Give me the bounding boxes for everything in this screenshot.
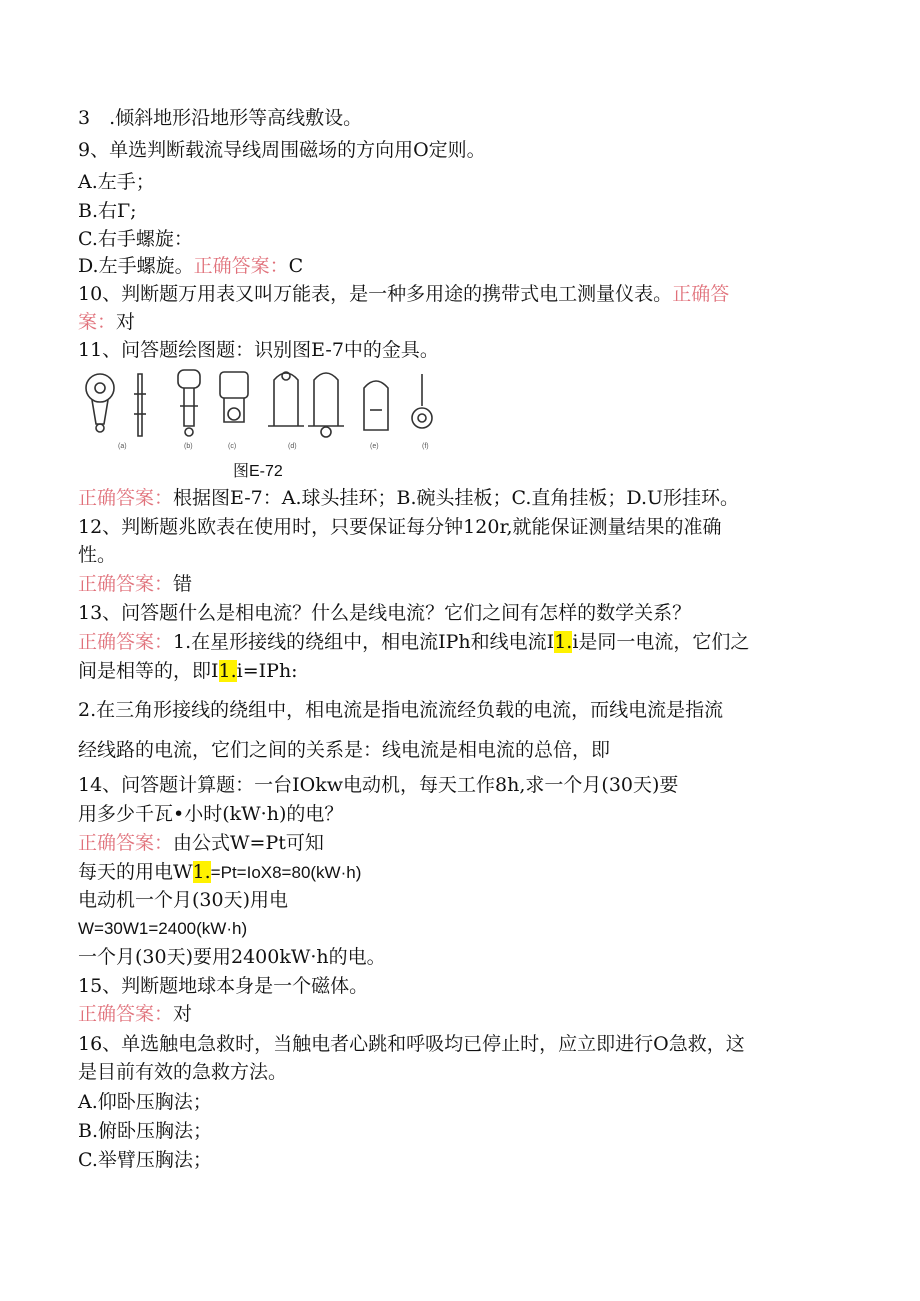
answer-text: i是同一电流，它们之: [572, 631, 750, 653]
question-9: 9、单选判断载流导线周围磁场的方向用O定则。: [78, 139, 486, 161]
highlight: 1.: [554, 631, 573, 653]
question-12-cont: 性。: [78, 544, 117, 566]
option-d-line: [78, 252, 303, 280]
question-16: 16、单选触电急救时，当触电者心跳和呼吸均已停止时，应立即进行O急救，这: [78, 1033, 745, 1055]
answer-label: 正确答案：: [78, 832, 174, 854]
answer-line: [78, 308, 135, 336]
fittings-figure: [78, 366, 448, 450]
question-11: 11、问答题绘图题：识别图E-7中的金具。: [78, 339, 439, 361]
answer-line: [78, 484, 739, 512]
fig-sub-label: (d): [288, 443, 297, 450]
answer-cont: [78, 858, 361, 886]
answer-label: 正确答案：: [78, 1003, 174, 1025]
answer-cont: 电动机一个月(30天)用电: [78, 889, 289, 911]
answer-text: 每天的用电W: [78, 861, 193, 883]
question-16-cont: 是目前有效的急救方法。: [78, 1061, 288, 1083]
answer-label: 正确答案：: [193, 255, 289, 277]
highlight: 1.: [218, 660, 237, 682]
question-12: 12、判断题兆欧表在使用时，只要保证每分钟120r,就能保证测量结果的准确: [78, 516, 722, 538]
answer-cont: 2.在三角形接线的绕组中，相电流是指电流流经负载的电流，而线电流是指流: [78, 699, 724, 721]
answer-text: 1.在星形接线的绕组中，相电流IPh和线电流I: [173, 631, 555, 653]
answer-label: 正确答案：: [78, 631, 174, 653]
answer-value: 对: [173, 1003, 193, 1025]
answer-text: =Pt=IoX8=80(kW·h): [210, 863, 362, 882]
answer-line: [78, 829, 324, 857]
question-10-text: 10、判断题万用表又叫万能表，是一种多用途的携带式电工测量仪表。: [78, 283, 673, 305]
question-14: 14、问答题计算题：一台IOkw电动机，每天工作8h,求一个月(30天)要: [78, 774, 679, 796]
answer-line: [78, 628, 749, 656]
answer-cont: W=30W1=2400(kW·h): [78, 919, 248, 938]
question-14-cont: 用多少千瓦•小时(kW·h)的电？: [78, 803, 344, 825]
fig-sub-label: (b): [184, 443, 193, 450]
figure-caption: 图E-72: [233, 463, 283, 480]
answer-line: [78, 1000, 192, 1028]
text-line: 3 .倾斜地形沿地形等高线敷设。: [78, 107, 363, 129]
answer-text: i=IPh:: [236, 660, 298, 682]
option-c: C.右手螺旋：: [78, 228, 193, 250]
option-b: B.俯卧压胸法；: [78, 1120, 213, 1142]
answer-cont: 经线路的电流，它们之间的关系是：线电流是相电流的总倍，即: [78, 739, 611, 761]
question-13: 13、问答题什么是相电流？什么是线电流？它们之间有怎样的数学关系？: [78, 602, 692, 624]
question-15: 15、判断题地球本身是一个磁体。: [78, 975, 369, 997]
option-c: C.举臂压胸法；: [78, 1149, 212, 1171]
fig-sub-label: (c): [228, 443, 237, 450]
answer-label: 案：: [78, 311, 117, 333]
answer-value: C: [288, 255, 304, 277]
option-a: A.仰卧压胸法；: [78, 1091, 212, 1113]
answer-value: 对: [116, 311, 136, 333]
option-a: A.左手；: [78, 171, 155, 193]
option-d: D.左手螺旋。: [78, 255, 194, 277]
highlight: 1.: [192, 861, 211, 883]
option-b: B.右Γ;: [78, 200, 137, 222]
fig-sub-label: (a): [118, 443, 127, 450]
answer-line: [78, 570, 192, 598]
fig-sub-label: (f): [422, 443, 429, 450]
answer-value: 错: [173, 573, 193, 595]
answer-cont: [78, 657, 298, 685]
answer-label: 正确答案：: [78, 573, 174, 595]
answer-label: 正确答案：: [78, 487, 174, 509]
answer-cont: 一个月(30天)要用2400kW·h的电。: [78, 946, 386, 968]
answer-label: 正确答: [672, 283, 730, 305]
answer-value: 根据图E-7：A.球头挂环；B.碗头挂板；C.直角挂板；D.U形挂环。: [173, 487, 740, 509]
fig-sub-label: (e): [370, 443, 379, 450]
question-10: [78, 280, 729, 308]
answer-value: 由公式W=Pt可知: [173, 832, 324, 854]
answer-text: 间是相等的，即I: [78, 660, 219, 682]
